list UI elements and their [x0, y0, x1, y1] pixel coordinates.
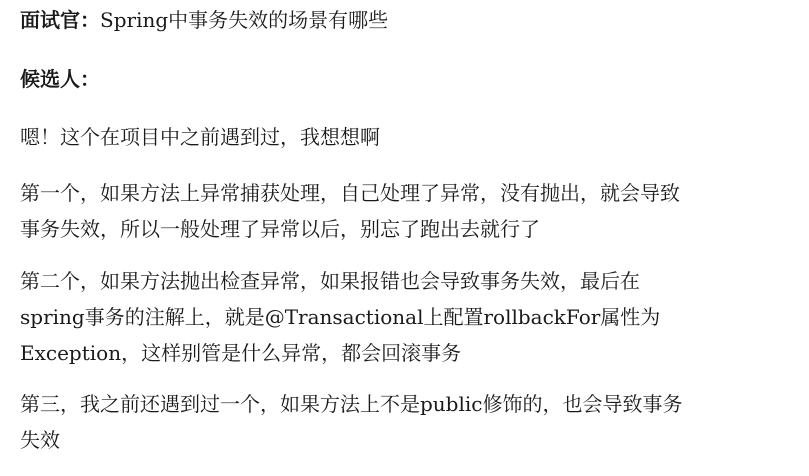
second-answer	[20, 263, 660, 371]
candidate-paragraph	[20, 61, 100, 97]
first-answer-line: 第一个，如果方法上异常捕获处理，自己处理了异常，没有抛出，就会导致	[20, 181, 680, 205]
second-answer-line: 第二个，如果方法抛出检查异常，如果报错也会导致事务失效，最后在	[20, 269, 640, 293]
first-answer-line: 事务失效，所以一般处理了异常以后，别忘了跑出去就行了	[20, 217, 540, 241]
third-answer	[20, 386, 682, 458]
third-answer-line: 第三，我之前还遇到过一个，如果方法上不是public修饰的，也会导致事务	[20, 392, 683, 416]
interviewer-label: 面试官：	[20, 8, 100, 32]
question-text: Spring中事务失效的场景有哪些	[100, 8, 389, 32]
intro-answer: 嗯！这个在项目中之前遇到过，我想想啊	[20, 125, 380, 149]
third-answer-line: 失效	[20, 428, 60, 452]
second-answer-line: spring事务的注解上，就是@Transactional上配置rollbackFor属性为	[20, 305, 661, 329]
question-paragraph	[20, 2, 388, 38]
second-answer-line: Exception，这样别管是什么异常，都会回滚事务	[20, 341, 462, 365]
candidate-label: 候选人：	[20, 67, 100, 91]
first-answer	[20, 175, 680, 247]
